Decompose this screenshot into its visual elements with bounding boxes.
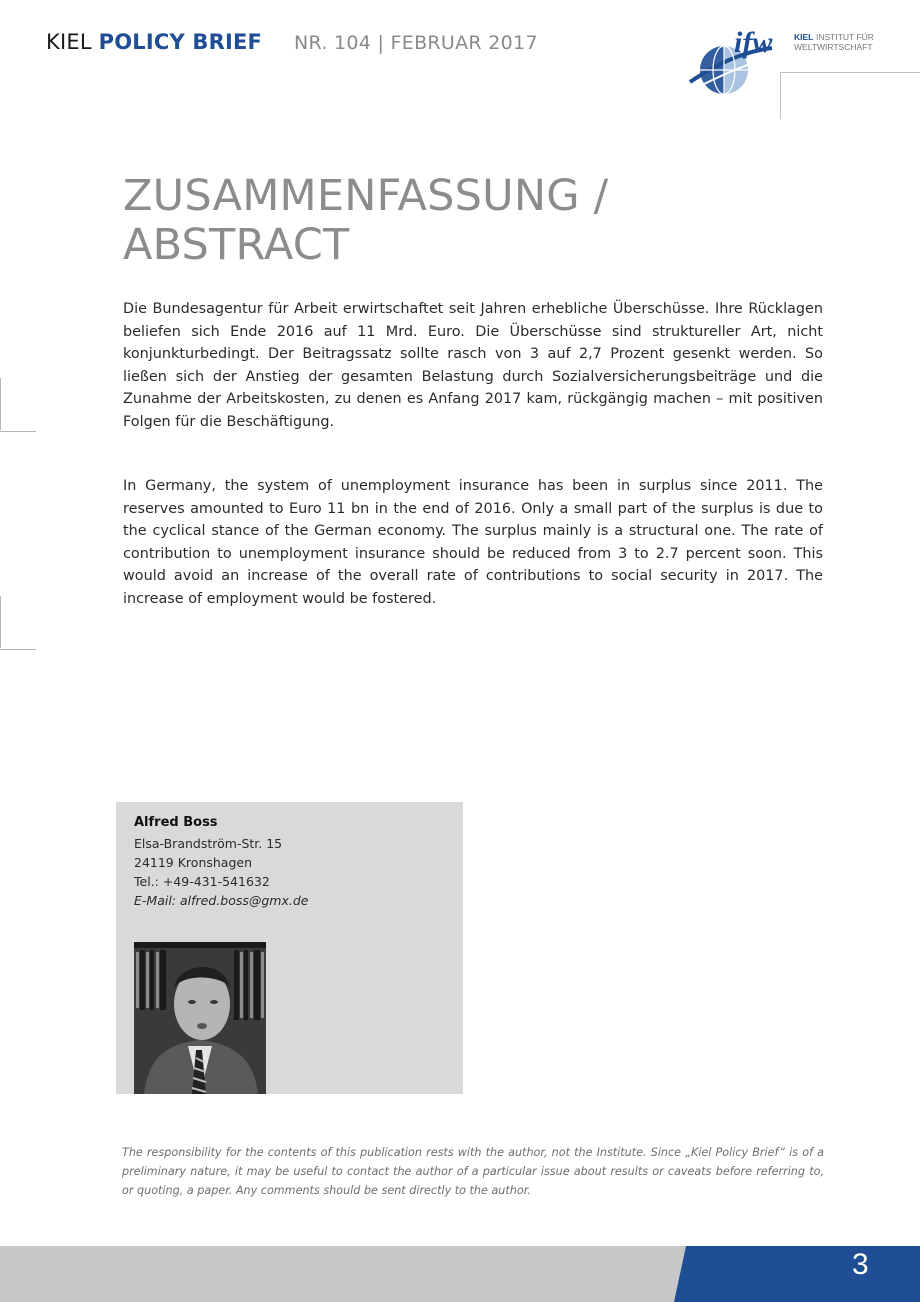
author-name: Alfred Boss (134, 815, 218, 830)
author-phone: Tel.: +49-431-541632 (134, 874, 270, 889)
logo-weltwirtschaft-text: WELTWIRTSCHAFT (794, 42, 873, 52)
margin-mark (0, 378, 1, 430)
page-title (123, 172, 843, 270)
author-street: Elsa-Brandström-Str. 15 (134, 836, 283, 851)
page-number: 3 (852, 1248, 869, 1281)
summary-german: Die Bundesagentur für Arbeit erwirtschaftet seit Jahren erhebliche Überschüsse. Ihre Rücklagen beliefen sich Ende 2016 auf 11 Mrd. Euro. Die Überschüsse sind struktureller Art, nicht konjunkturbedingt. Der Beitragssatz sollte rasch von 3 auf 2,7 Prozent gesenkt werden. So ließen sich der Anstieg der gesamten Belastung durch Sozialversicherungsbeiträge und die Zunahme der Arbeitskosten, zu denen es Anfang 2017 kam, rückgängig machen – mit positiven Folgen für die Beschäftigung. (123, 301, 823, 430)
brand-kiel: KIEL (46, 30, 92, 54)
footer-accent (0, 1246, 920, 1302)
title-line-1: ZUSAMMENFASSUNG / (123, 171, 609, 221)
logo-institut-text: INSTITUT FÜR (816, 32, 874, 42)
title-line-2: ABSTRACT (123, 220, 350, 270)
author-email: E-Mail: alfred.boss@gmx.de (134, 893, 309, 908)
author-photo (134, 942, 266, 1094)
margin-mark (0, 431, 36, 432)
logo-kiel-text: KIEL (794, 32, 814, 42)
margin-mark (0, 649, 36, 650)
logo-ifw-text: ifw (734, 26, 773, 59)
publication-brand (46, 30, 262, 54)
logo-rule (780, 72, 920, 119)
abstract-english: In Germany, the system of unemployment insurance has been in surplus since 2011. The reserves amounted to Euro 11 bn in the end of 2016. Only a small part of the surplus is due to the cyclical stance of the German economy. The surplus mainly is a structural one. The rate of contribution to unemployment insurance should be reduced from 3 to 2.7 percent soon. This would avoid an increase of the overall rate of contributions to social security in 2017. The increase of employment would be fostered. (123, 478, 823, 607)
disclaimer-text: The responsibility for the contents of this publication rests with the author, not the Institute. Since „Kiel Policy Brief“ is of a preliminary nature, it may be useful to contact the author of a particular issue about results or caveats before referring to, or quoting, a paper. Any comments should be sent directly to the author. (122, 1146, 824, 1197)
margin-mark (0, 596, 1, 648)
author-city: 24119 Kronshagen (134, 855, 253, 870)
brand-policy-brief: POLICY BRIEF (98, 30, 263, 54)
issue-info: NR. 104 | FEBRUAR 2017 (294, 32, 538, 54)
